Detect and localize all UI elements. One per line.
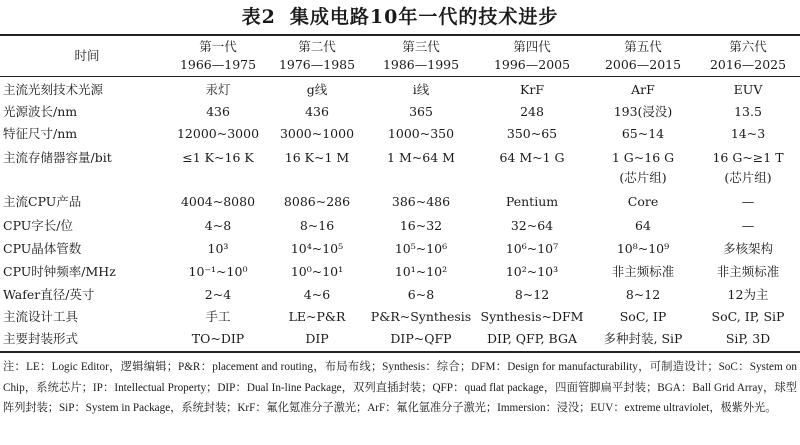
- row-label: CPU字长/位: [3, 218, 74, 233]
- table-cell: 4004~8080: [180, 194, 256, 209]
- table-cell: TO~DIP: [191, 331, 245, 346]
- table-top-rule: [0, 34, 800, 36]
- header-gen-4: [476, 38, 588, 74]
- table-cell: —: [741, 194, 755, 209]
- table-cell: Synthesis~DFM: [480, 309, 584, 324]
- table-cell: 多种封装, SiP: [603, 331, 683, 346]
- table-row: [0, 238, 800, 260]
- table-row: [0, 284, 800, 306]
- header-gen-3: [366, 38, 476, 74]
- row-label: Wafer直径/英寸: [3, 287, 95, 302]
- table-cell: 10¹~10²: [394, 264, 448, 279]
- table-cell: 10⁵~10⁶: [394, 241, 448, 256]
- table-cell: 4~8: [204, 218, 232, 233]
- table-cell: 10⁻¹~10⁰: [188, 264, 248, 279]
- table-cell: 436: [206, 104, 230, 119]
- table-title-text: 集成电路10年一代的技术进步: [289, 6, 559, 28]
- gen-years: 2006—2015: [604, 57, 682, 72]
- table-header: [0, 38, 800, 74]
- table-cell: Pentium: [505, 194, 559, 209]
- table-cell: 16~32: [399, 218, 443, 233]
- table-cell: LE~P&R: [288, 309, 346, 324]
- table-note: 注：LE：Logic Editor，逻辑编辑；P&R：placement and routing，布局布线；Synthesis：综合；DFM：Design for manufacturability，可制造设计；SoC：System on Chip，系统芯片；IP：Intellectual Property；DIP：Dual In-line Package，双列直插封装；QFP：quad flat package，四面管脚扁平封装；BGA：Ball Grid Array，球型阵列封装；SiP：System in Package，系统封装；KrF：氟化氪准分子激光；ArF：氟化氩准分子激光；Immersion：浸没；EUV：extreme ultraviolet，极紫外光。: [3, 361, 797, 414]
- table-cell: 248: [520, 104, 544, 119]
- table-cell: 14~3: [730, 126, 766, 141]
- table-cell: 非主频标准: [716, 264, 780, 279]
- header-gen-5: [588, 38, 698, 74]
- table-cell: EUV: [733, 82, 763, 97]
- table-cell: 10³: [207, 241, 229, 256]
- cell-line: (芯片组): [619, 170, 667, 185]
- table-cell: 350~65: [506, 126, 558, 141]
- table-cell: 非主频标准: [611, 264, 675, 279]
- table-cell: DIP~QFP: [390, 331, 452, 346]
- table-cell: 1000~350: [387, 126, 455, 141]
- table-row: [0, 215, 800, 237]
- table-cell: 1 M~64 M: [387, 150, 455, 165]
- row-label: CPU时钟频率/MHz: [3, 264, 116, 279]
- gen-years: 1986—1995: [382, 57, 460, 72]
- table-cell: 12000~3000: [176, 126, 260, 141]
- gen-name: 第三代: [402, 39, 440, 54]
- gen-years: 1996—2005: [493, 57, 571, 72]
- table-cell: 64 M~1 G: [499, 150, 565, 165]
- table-cell: 65~14: [621, 126, 665, 141]
- table-cell: DIP, QFP, BGA: [487, 331, 577, 346]
- table-cell: i线: [412, 82, 430, 97]
- table-cell: 6~8: [407, 287, 435, 302]
- table-cell: 13.5: [734, 104, 762, 119]
- table-title: [0, 4, 800, 30]
- table-row: [0, 79, 800, 101]
- table-cell: P&R~Synthesis: [370, 309, 472, 324]
- table-row: [0, 148, 800, 188]
- table-cell: 8~16: [299, 218, 335, 233]
- gen-years: 1966—1975: [179, 57, 257, 72]
- table-cell: 汞灯: [205, 82, 231, 97]
- row-label: 主流光刻技术光源: [3, 82, 104, 97]
- gen-name: 第二代: [298, 39, 336, 54]
- table-cell: 4~6: [303, 287, 331, 302]
- cell-line: 1 G~16 G: [611, 150, 675, 165]
- table-row: [0, 261, 800, 283]
- table-cell: 手工: [205, 309, 231, 324]
- table-cell: 16 K~1 M: [284, 150, 350, 165]
- table-cell: 多核架构: [722, 241, 773, 256]
- cell-line: 16 G~≥1 T: [712, 150, 784, 165]
- gen-name: 第五代: [624, 39, 662, 54]
- table-cell: —: [741, 218, 755, 233]
- table-row: [0, 328, 800, 350]
- gen-name: 第六代: [729, 39, 767, 54]
- table-cell: 365: [409, 104, 433, 119]
- header-label: 时间: [74, 48, 100, 63]
- row-label: 主流CPU产品: [3, 194, 82, 209]
- table-cell: 8086~286: [283, 194, 351, 209]
- table-number: 表2: [241, 6, 276, 28]
- row-label: 主要封装形式: [3, 331, 79, 346]
- table-row: [0, 191, 800, 213]
- table-cell: 10⁰~10¹: [290, 264, 344, 279]
- gen-name: 第四代: [513, 39, 551, 54]
- table-cell: 10⁴~10⁵: [290, 241, 344, 256]
- header-gen-2: [268, 38, 366, 74]
- table-cell: 10²~10³: [505, 264, 559, 279]
- row-label: CPU晶体管数: [3, 241, 82, 256]
- gen-years: 1976—1985: [278, 57, 356, 72]
- table-row: [0, 306, 800, 328]
- table-cell: SoC, IP, SiP: [711, 309, 785, 324]
- table-cell: ArF: [631, 82, 655, 97]
- table-cell: 436: [305, 104, 329, 119]
- cell-line: (芯片组): [724, 170, 772, 185]
- table-row: [0, 101, 800, 123]
- table-cell: KrF: [520, 82, 544, 97]
- table-cell: [698, 148, 798, 188]
- table-cell: 32~64: [510, 218, 554, 233]
- table-cell: 193(浸没): [613, 104, 673, 119]
- gen-years: 2016—2025: [709, 57, 787, 72]
- table-cell: 10⁶~10⁷: [505, 241, 559, 256]
- row-label: 光源波长/nm: [3, 104, 78, 119]
- table-cell: g线: [306, 82, 328, 97]
- row-label: 主流存储器容量/bit: [3, 150, 112, 165]
- table-cell: 10⁸~10⁹: [616, 241, 670, 256]
- table-header-rule: [0, 76, 800, 77]
- header-gen-6: [698, 38, 798, 74]
- table-cell: SoC, IP: [619, 309, 667, 324]
- gen-name: 第一代: [199, 39, 237, 54]
- row-label: 主流设计工具: [3, 309, 79, 324]
- table-cell: 3000~1000: [279, 126, 355, 141]
- table-bottom-rule: [0, 351, 800, 353]
- table-cell: 8~12: [625, 287, 661, 302]
- header-gen-1: [168, 38, 268, 74]
- table-cell: 2~4: [204, 287, 232, 302]
- table-cell: 386~486: [391, 194, 451, 209]
- table-cell: 64: [635, 218, 651, 233]
- table-cell: Core: [627, 194, 659, 209]
- table-cell: SiP, 3D: [725, 331, 771, 346]
- table-cell: ≤1 K~16 K: [182, 150, 254, 165]
- table-row: [0, 123, 800, 145]
- table-cell: 8~12: [514, 287, 550, 302]
- table-cell: 12为主: [727, 287, 769, 302]
- row-label: 特征尺寸/nm: [3, 126, 78, 141]
- table-cell: [588, 148, 698, 188]
- table-cell: DIP: [305, 331, 329, 346]
